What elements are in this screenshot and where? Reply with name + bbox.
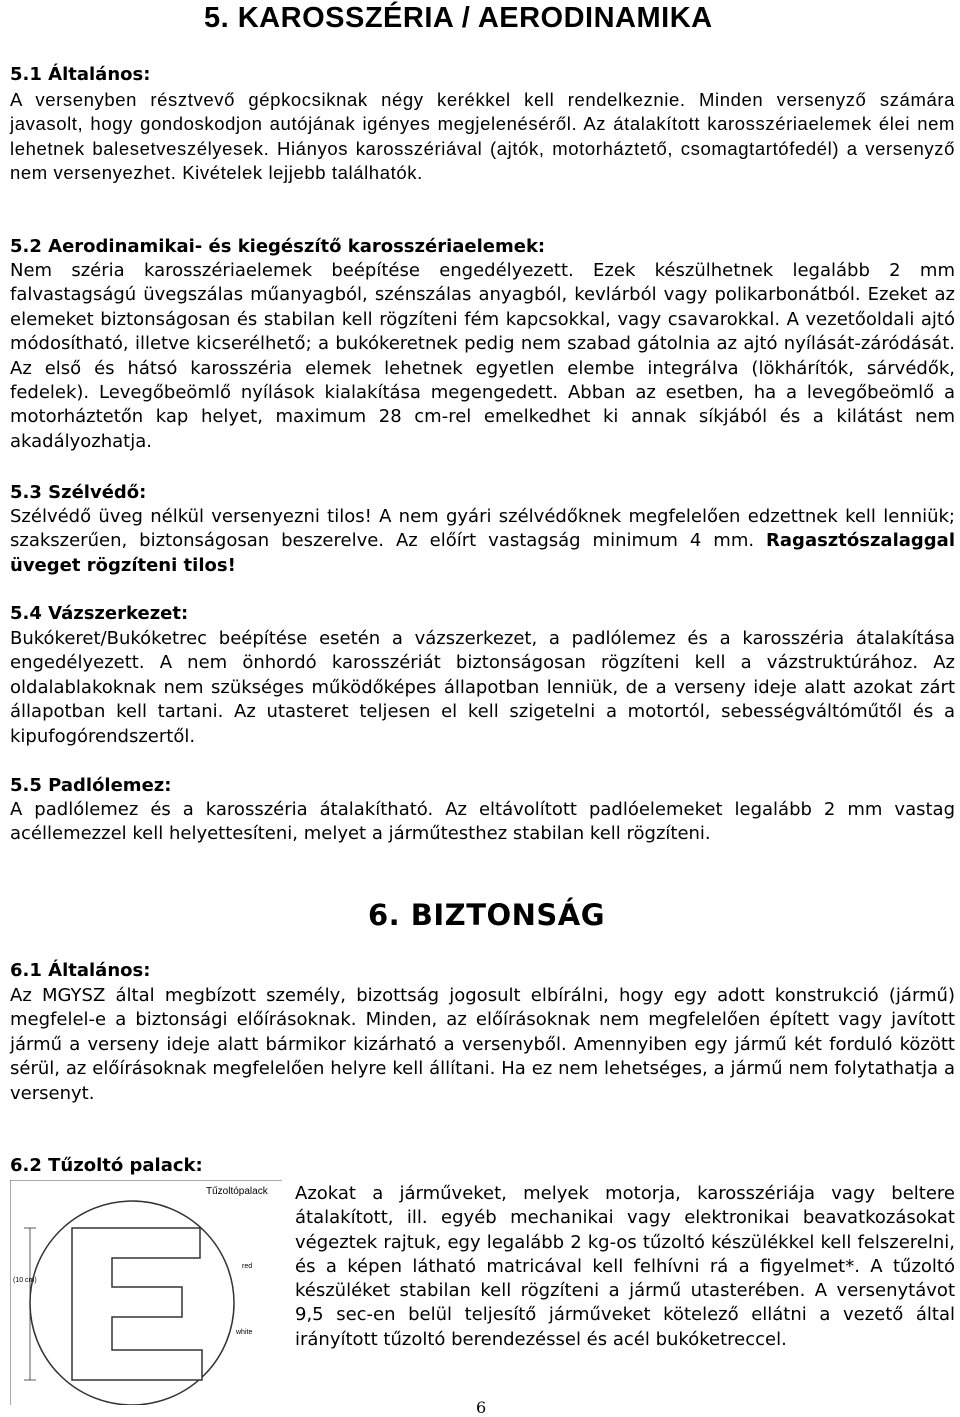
label-red: red (242, 1263, 253, 1270)
paragraph-5-3-text: Szélvédő üveg nélkül versenyezni tilos! A nem gyári szélvédőknek megfelelően edzettnek kell lenniük; szakszerűen, biztonságosan beszerelve. Az előírt vastagság minimum 4 mm. (10, 506, 955, 552)
page-number: 6 (476, 1398, 487, 1417)
paragraph-5-2: Nem széria karosszériaelemek beépítése engedélyezett. Ezek készülhetnek legalább 2 mm falvastagságú üvegszálas műanyagból, szénszálas anyagból, kevlárból vagy polikarbonátból. Ezeket az elemeket biztonságosan és stabilan kell rögzíteni fém kapcsokkal, vagy csavarokkal. A vezetőoldali ajtó módosítható, illetve kicserélhető; a bukókeretnek pedig nem szabad gátolnia az ajtó nyílását-záródását. Az első és hátsó karosszéria elemek lehetnek egyetlen elembe integrálva (lökhárítók, sárvédők, fedelek). Levegőbeömlő nyílások kialakítása megengedett. Abban az esetben, ha a levegőbeömlő a motorháztetőn kap helyet, maximum 28 cm-rel emelkedhet ki annak síkjából és a kilátást nem akadályozhatja. (10, 260, 955, 452)
fire-extinguisher-sticker-figure (10, 1180, 282, 1405)
figure-title: Tűzoltópalack (206, 1186, 268, 1197)
paragraph-6-2: Azokat a járműveket, melyek motorja, karosszériája vagy beltere átalakított, ill. egyéb mechanikai vagy elektronikai beavatkozásokat végeztek rajtuk, egy legalább 2 kg-os tűzoltó készülékkel kell felszerelni, és a képen látható matricával kell felhívni rá a figyelmet*. A tűzoltó készüléket stabilan kell rögzíteni a jármű utasterében. A versenytávot 9,5 sec-en belül teljesítő járműveket kötelező ellátni a vezető által irányított tűzoltó berendezéssel és acél bukóketreccel. (295, 1183, 955, 1350)
heading-5-1: 5.1 Általános: (10, 64, 151, 85)
section-6-title: 6. BIZTONSÁG (368, 898, 606, 932)
heading-5-5: 5.5 Padlólemez: (10, 775, 172, 796)
dimension-label: (10 cm) (13, 1277, 37, 1284)
heading-5-4: 5.4 Vázszerkezet: (10, 603, 189, 624)
paragraph-5-3-warning: Ragasztószalaggal üveget rögzíteni tilos! (10, 530, 955, 576)
paragraph-5-3 (10, 505, 955, 578)
paragraph-5-5: A padlólemez és a karosszéria átalakítható. Az eltávolított padlóelemeket legalább 2 mm vastag acéllemezzel kell helyettesíteni, melyet a járműtesthez stabilan kell rögzíteni. (10, 799, 955, 845)
letter-e-shape (72, 1228, 202, 1380)
heading-5-2: 5.2 Aerodinamikai- és kiegészítő karosszériaelemek: (10, 236, 546, 257)
paragraph-5-4: Bukókeret/Bukóketrec beépítése esetén a vázszerkezet, a padlólemez és a karosszéria átalakítása engedélyezett. A nem önhordó karosszériát biztonságosan rögzíteni kell a vázstruktúrához. Az oldalablakoknak nem szükséges működőképes állapotban lenniük, de a verseny ideje alatt azokat zárt állapotban kell tartani. Az utasteret teljesen el kell szigetelni a motortól, sebességváltóműtől és a kipufogórendszertől. (10, 628, 955, 747)
paragraph-5-1: A versenyben résztvevő gépkocsiknak négy kerékkel kell rendelkeznie. Minden versenyző számára javasolt, hogy gondoskodjon autójának igényes megjelenéséről. Az átalakított karosszériaelemek élei nem lehetnek balesetveszélyesek. Hiányos karosszériával (ajtók, motorháztető, csomagtartófedél) a versenyző nem versenyezhet. Kivételek lejjebb találhatók. (10, 89, 955, 184)
label-white: white (236, 1329, 253, 1336)
heading-6-1: 6.1 Általános: (10, 960, 151, 981)
paragraph-6-1: Az MGYSZ által megbízott személy, bizottság jogosult elbírálni, hogy egy adott konstrukció (jármű) megfelel-e a biztonsági előírásoknak. Minden, az előírásoknak nem megfelelően épített vagy javított jármű a verseny ideje alatt bármikor kizárható a versenyből. Amennyiben egy jármű két forduló között sérül, az előírásoknak megfelelően helyre kell állítani. Ha ez nem lehetséges, a jármű nem folytathatja a versenyt. (10, 985, 955, 1104)
section-5-title: 5. KAROSSZÉRIA / AERODINAMIKA (204, 2, 713, 34)
heading-5-3: 5.3 Szélvédő: (10, 482, 147, 503)
heading-6-2: 6.2 Tűzoltó palack: (10, 1155, 203, 1176)
